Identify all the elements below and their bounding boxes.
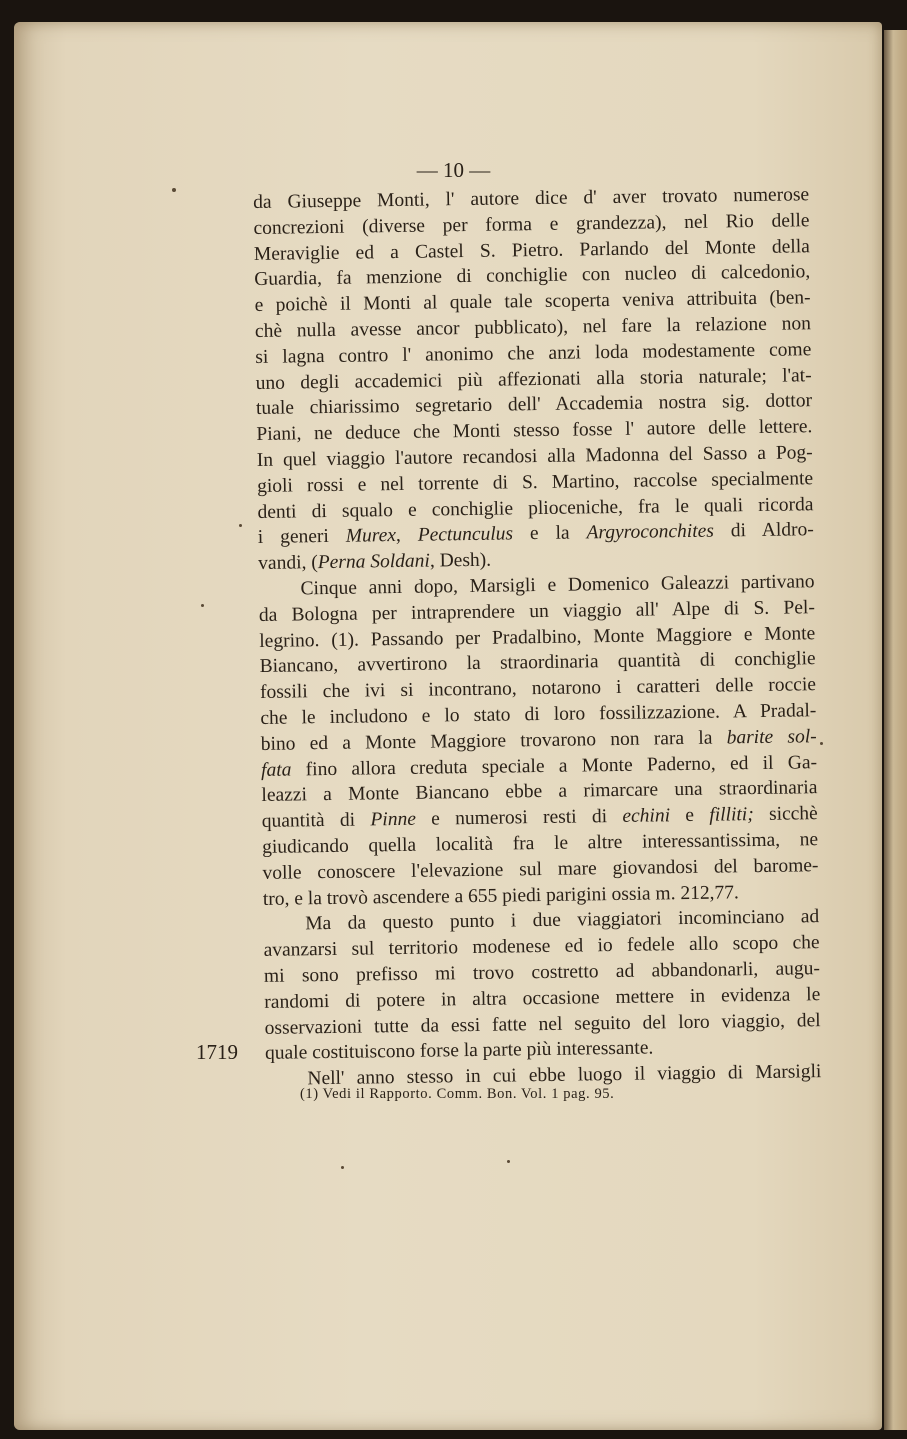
text-line: quale costituiscono forse la parte più interessante. xyxy=(264,1037,654,1065)
text-line: tuale chiarissimo segretario dell' Accademia nostra sig. dottor xyxy=(255,390,813,420)
text-line: gioli rossi e nel torrente di S. Martino, raccolse specialmente xyxy=(256,467,814,497)
italic-barite: barite sol- xyxy=(726,725,817,749)
italic-pinne: Pinne xyxy=(370,808,417,831)
text-run: e numerosi resti di xyxy=(415,806,623,830)
text-line: Nell' anno stesso in cui ebbe luogo il viaggio di Marsigli xyxy=(307,1061,822,1090)
italic-genus-murex: Murex xyxy=(345,525,397,548)
margin-year-note: 1719 xyxy=(196,1040,238,1064)
text-run: , Desh). xyxy=(429,549,492,572)
italic-genus-pectunculus: Pectunculus xyxy=(417,523,514,547)
text-line: giudicando quella località fra le altre interessantissima, ne xyxy=(262,829,819,858)
text-run: fino allora creduta speciale a Monte Paderno, ed il Ga- xyxy=(291,751,818,781)
italic-echini: echini xyxy=(622,805,671,828)
text-run: sicchè xyxy=(753,803,818,826)
paper-speck xyxy=(239,524,242,527)
text-line: mi sono prefisso mi trovo costretto ad abbandonarli, augu- xyxy=(263,958,821,987)
paper-speck xyxy=(507,1160,510,1163)
text-line: denti di squalo e conchiglie plioceniche, fra le quali ricorda xyxy=(257,493,814,523)
text-line: Meraviglie ed a Castel S. Pietro. Parlando del Monte della xyxy=(253,235,810,265)
text-line: randomi di potere in altra occasione mettere in evidenza le xyxy=(264,983,821,1013)
text-run: vandi, ( xyxy=(258,552,318,575)
page-number: — 10 — xyxy=(416,158,491,182)
paper-speck xyxy=(201,604,204,607)
text-run: e la xyxy=(512,522,587,545)
text-run: i generi xyxy=(257,526,346,549)
italic-species-perna: Perna Soldani xyxy=(317,550,431,574)
text-line: concrezioni (diverse per forma e grandezza), nel Rio delle xyxy=(253,210,810,239)
italic-fata: fata xyxy=(260,759,292,781)
paper-speck xyxy=(172,188,176,192)
text-run: di Aldro- xyxy=(713,519,814,542)
text-line: Biancano, avvertirono la straordinaria quantità di conchiglie xyxy=(259,648,816,678)
text-line: uno degli accademici più affezionati alla storia naturale; l'at- xyxy=(255,364,812,394)
text-line: In quel viaggio l'autore recandosi alla Madonna del Sasso a Pog- xyxy=(256,442,813,471)
text-line: si lagna contro l' anonimo che anzi loda modestamente come xyxy=(255,339,812,368)
text-line: fossili che ivi si incontrano, notarono i caratteri delle roccie xyxy=(259,674,817,704)
italic-filliti: filliti; xyxy=(709,804,754,826)
text-line: legrino. (1). Passando per Pradalbino, Monte Maggiore e Monte xyxy=(259,622,816,652)
footnote: (1) Vedi il Rapporto. Comm. Bon. Vol. 1 pag. 95. xyxy=(300,1086,615,1102)
text-line: volle conoscere l'elevazione sul mare giovandosi del barome- xyxy=(262,854,819,884)
text-line: Piani, ne deduce che Monti stesso fosse l' autore delle lettere. xyxy=(256,416,813,446)
text-line: Cinque anni dopo, Marsigli e Domenico Galeazzi partivano xyxy=(300,571,815,600)
paper-speck xyxy=(820,742,823,745)
text-line: Ma da questo punto i due viaggiatori incominciano ad xyxy=(305,906,820,935)
text-line: chè nulla avesse ancor pubblicato), nel fare la relazione non xyxy=(254,313,812,342)
text-line: e poichè il Monti al quale tale scoperta veniva attribuita (ben- xyxy=(254,287,811,317)
text-run: e xyxy=(669,804,710,827)
text-line: leazzi a Monte Biancano ebbe a rimarcare una straordinaria xyxy=(261,777,818,807)
italic-genus-argyroconchites: Argyroconchites xyxy=(586,520,715,544)
text-line: Guardia, fa menzione di conchiglie con nucleo di calcedonio, xyxy=(254,261,811,291)
text-line: da Bologna per intraprendere un viaggio all' Alpe di S. Pel- xyxy=(258,596,816,626)
adjacent-page-edge xyxy=(884,30,907,1430)
text-line: avanzarsi sul territorio modenese ed io fedele allo scopo che xyxy=(263,932,820,962)
text-line: che le includono e lo stato di loro fossilizzazione. A Pradal- xyxy=(260,700,817,729)
text-line: osservazioni tutte da essi fatte nel seguito del loro viaggio, del xyxy=(264,1009,821,1039)
text-line: tro, e la trovò ascendere a 655 piedi parigini ossia m. 212,77. xyxy=(262,881,739,910)
body-text xyxy=(253,182,822,1093)
text-run: quantità di xyxy=(261,809,371,833)
text-line: da Giuseppe Monti, l' autore dice d' aver trovato numerose xyxy=(253,184,810,213)
text-run: bino ed a Monte Maggiore trovarono non rara la xyxy=(260,727,727,755)
text-run: , xyxy=(395,525,418,547)
paper-speck xyxy=(341,1166,344,1169)
